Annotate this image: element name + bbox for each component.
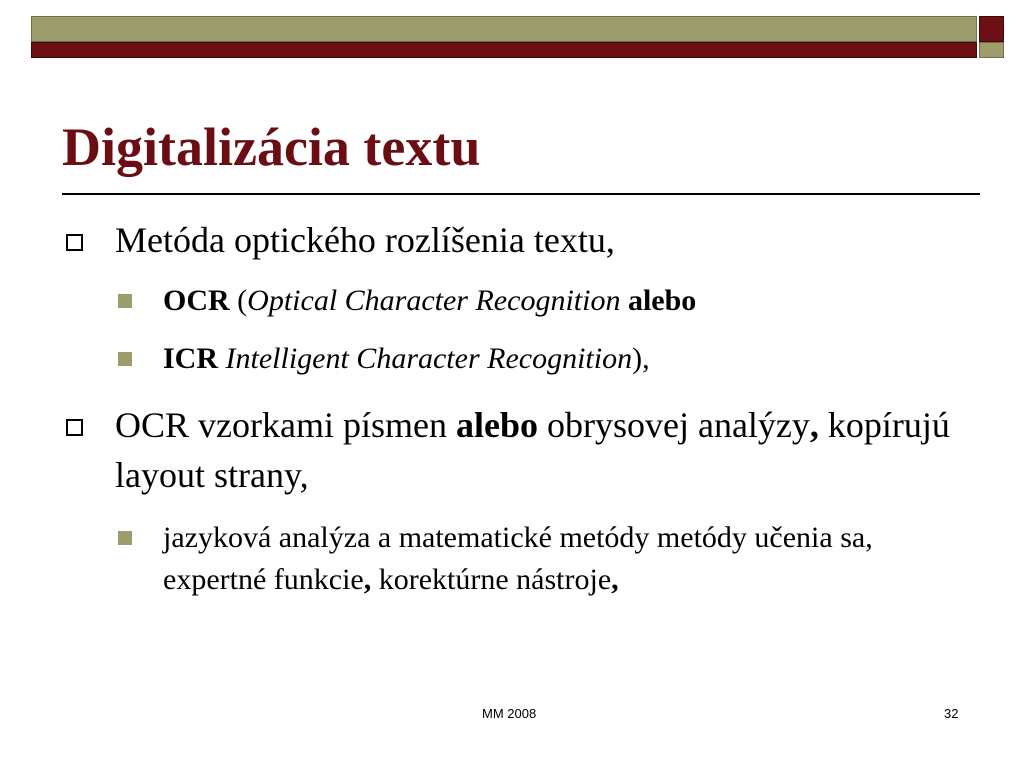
bullet-2-1-text-b: korektúrne nástroje (371, 563, 612, 596)
bullet-2-text-c: kopírujú layout strany, (115, 405, 950, 495)
filled-square-bullet-icon (118, 531, 132, 545)
bold-comma: , (809, 405, 819, 445)
ocr-expansion: Optical Character Recognition (247, 284, 621, 317)
header-bar-maroon (31, 42, 977, 58)
header-square-olive (979, 42, 1004, 58)
hollow-square-bullet-icon (66, 419, 83, 436)
space (620, 284, 628, 317)
paren-open: ( (229, 284, 248, 317)
bullet-2 (115, 400, 975, 500)
bold-comma: , (363, 563, 372, 596)
page-number: 32 (944, 706, 959, 721)
hollow-square-bullet-icon (66, 234, 83, 251)
bullet-2-text-b: obrysovej analýzy (537, 405, 810, 445)
title-divider (62, 193, 980, 195)
bullet-1-1 (163, 280, 963, 322)
bold-comma: , (611, 563, 619, 596)
bullet-1: Metóda optického rozlíšenia textu, (115, 220, 615, 260)
icr-term: ICR (163, 342, 219, 375)
space (218, 342, 226, 375)
bullet-1-2 (163, 338, 963, 380)
bullet-2-text-a: OCR vzorkami písmen (115, 405, 456, 445)
footer-label: MM 2008 (482, 706, 537, 721)
alebo-term: alebo (627, 284, 697, 317)
slide-title: Digitalizácia textu (62, 117, 481, 177)
icr-expansion: Intelligent Character Recognition (225, 342, 633, 375)
header-square-maroon (979, 16, 1004, 42)
filled-square-bullet-icon (118, 294, 132, 308)
header-bar-olive (31, 16, 977, 42)
filled-square-bullet-icon (118, 352, 132, 366)
bullet-2-1-text-a: jazyková analýza a matematické metódy metódy učenia sa, expertné funkcie (163, 521, 873, 596)
bullet-2-1 (163, 517, 963, 601)
ocr-term: OCR (163, 284, 230, 317)
paren-close: ), (632, 342, 650, 375)
alebo-term: alebo (455, 405, 538, 445)
